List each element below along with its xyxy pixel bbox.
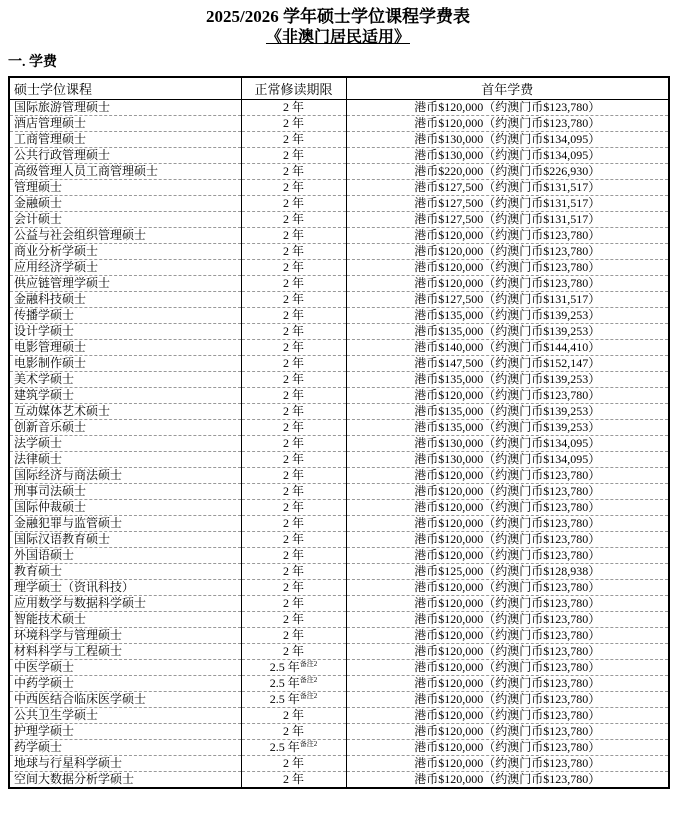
duration-cell: 2 年 bbox=[241, 148, 346, 164]
page-title: 2025/2026 学年硕士学位课程学费表 bbox=[206, 7, 470, 26]
duration-cell: 2 年 bbox=[241, 180, 346, 196]
program-name-cell: 刑事司法硕士 bbox=[9, 484, 241, 500]
duration-cell: 2 年 bbox=[241, 436, 346, 452]
duration-cell: 2 年 bbox=[241, 756, 346, 772]
duration-cell: 2 年 bbox=[241, 164, 346, 180]
duration-cell: 2.5 年$^{备注2}$ bbox=[241, 660, 346, 676]
duration-cell: 2 年 bbox=[241, 132, 346, 148]
first-year-fee-cell: 港币$140,000（约澳门币$144,410） bbox=[346, 340, 669, 356]
program-name-cell: 法学硕士 bbox=[9, 436, 241, 452]
first-year-fee-cell: 港币$120,000（约澳门币$123,780） bbox=[346, 580, 669, 596]
first-year-fee-cell: 港币$130,000（约澳门币$134,095） bbox=[346, 148, 669, 164]
table-row bbox=[9, 772, 669, 789]
program-name-cell: 电影制作硕士 bbox=[9, 356, 241, 372]
table-row bbox=[9, 244, 669, 260]
program-name-cell: 国际旅游管理硕士 bbox=[9, 100, 241, 116]
table-row bbox=[9, 628, 669, 644]
program-name-cell: 创新音乐硕士 bbox=[9, 420, 241, 436]
table-row bbox=[9, 564, 669, 580]
duration-cell: 2 年 bbox=[241, 244, 346, 260]
duration-cell: 2 年 bbox=[241, 116, 346, 132]
table-row bbox=[9, 356, 669, 372]
program-name-cell: 理学硕士（资讯科技） bbox=[9, 580, 241, 596]
table-header-row bbox=[9, 77, 669, 100]
column-header-first-year-fee: 首年学费 bbox=[346, 77, 669, 100]
program-name-cell: 公益与社会组织管理硕士 bbox=[9, 228, 241, 244]
program-name-cell: 供应链管理学硕士 bbox=[9, 276, 241, 292]
fee-table-body bbox=[9, 100, 669, 789]
table-row bbox=[9, 132, 669, 148]
duration-cell: 2 年 bbox=[241, 516, 346, 532]
table-row bbox=[9, 580, 669, 596]
duration-cell: 2 年 bbox=[241, 596, 346, 612]
duration-cell: 2 年 bbox=[241, 260, 346, 276]
first-year-fee-cell: 港币$120,000（约澳门币$123,780） bbox=[346, 756, 669, 772]
program-name-cell: 美术学硕士 bbox=[9, 372, 241, 388]
duration-cell: 2.5 年$^{备注2}$ bbox=[241, 692, 346, 708]
duration-cell: 2 年 bbox=[241, 708, 346, 724]
program-name-cell: 护理学硕士 bbox=[9, 724, 241, 740]
first-year-fee-cell: 港币$120,000（约澳门币$123,780） bbox=[346, 388, 669, 404]
first-year-fee-cell: 港币$120,000（约澳门币$123,780） bbox=[346, 724, 669, 740]
first-year-fee-cell: 港币$127,500（约澳门币$131,517） bbox=[346, 180, 669, 196]
program-name-cell: 应用数学与数据科学硕士 bbox=[9, 596, 241, 612]
tuition-fee-table bbox=[8, 76, 670, 789]
table-row bbox=[9, 484, 669, 500]
duration-cell: 2 年 bbox=[241, 452, 346, 468]
program-name-cell: 环境科学与管理硕士 bbox=[9, 628, 241, 644]
table-row bbox=[9, 340, 669, 356]
program-name-cell: 中医学硕士 bbox=[9, 660, 241, 676]
column-header-duration: 正常修读期限 bbox=[241, 77, 346, 100]
first-year-fee-cell: 港币$120,000（约澳门币$123,780） bbox=[346, 596, 669, 612]
table-row bbox=[9, 260, 669, 276]
table-row bbox=[9, 196, 669, 212]
program-name-cell: 商业分析学硕士 bbox=[9, 244, 241, 260]
table-row bbox=[9, 644, 669, 660]
duration-cell: 2 年 bbox=[241, 548, 346, 564]
first-year-fee-cell: 港币$120,000（约澳门币$123,780） bbox=[346, 532, 669, 548]
table-row bbox=[9, 612, 669, 628]
table-row bbox=[9, 116, 669, 132]
program-name-cell: 国际仲裁硕士 bbox=[9, 500, 241, 516]
duration-footnote-marker: 备注2 bbox=[299, 676, 318, 684]
program-name-cell: 智能技术硕士 bbox=[9, 612, 241, 628]
first-year-fee-cell: 港币$135,000（约澳门币$139,253） bbox=[346, 404, 669, 420]
program-name-cell: 互动媒体艺术硕士 bbox=[9, 404, 241, 420]
program-name-cell: 国际汉语教育硕士 bbox=[9, 532, 241, 548]
first-year-fee-cell: 港币$120,000（约澳门币$123,780） bbox=[346, 660, 669, 676]
duration-cell: 2 年 bbox=[241, 292, 346, 308]
table-row bbox=[9, 292, 669, 308]
program-name-cell: 管理硕士 bbox=[9, 180, 241, 196]
program-name-cell: 金融科技硕士 bbox=[9, 292, 241, 308]
column-header-program: 硕士学位课程 bbox=[9, 77, 241, 100]
table-row bbox=[9, 308, 669, 324]
duration-cell: 2 年 bbox=[241, 580, 346, 596]
program-name-cell: 金融犯罪与监管硕士 bbox=[9, 516, 241, 532]
program-name-cell: 建筑学硕士 bbox=[9, 388, 241, 404]
table-row bbox=[9, 532, 669, 548]
program-name-cell: 金融硕士 bbox=[9, 196, 241, 212]
duration-cell: 2 年 bbox=[241, 420, 346, 436]
duration-cell: 2 年 bbox=[241, 500, 346, 516]
program-name-cell: 应用经济学硕士 bbox=[9, 260, 241, 276]
first-year-fee-cell: 港币$120,000（约澳门币$123,780） bbox=[346, 228, 669, 244]
duration-cell: 2 年 bbox=[241, 212, 346, 228]
program-name-cell: 中西医结合临床医学硕士 bbox=[9, 692, 241, 708]
duration-cell: 2 年 bbox=[241, 100, 346, 116]
duration-cell: 2 年 bbox=[241, 724, 346, 740]
duration-footnote-marker: 备注2 bbox=[299, 740, 318, 748]
duration-cell: 2 年 bbox=[241, 564, 346, 580]
duration-cell: 2 年 bbox=[241, 372, 346, 388]
duration-footnote-marker: 备注2 bbox=[299, 660, 318, 668]
program-name-cell: 设计学硕士 bbox=[9, 324, 241, 340]
first-year-fee-cell: 港币$220,000（约澳门币$226,930） bbox=[346, 164, 669, 180]
table-row bbox=[9, 516, 669, 532]
duration-cell: 2.5 年$^{备注2}$ bbox=[241, 676, 346, 692]
first-year-fee-cell: 港币$120,000（约澳门币$123,780） bbox=[346, 276, 669, 292]
first-year-fee-cell: 港币$127,500（约澳门币$131,517） bbox=[346, 292, 669, 308]
program-name-cell: 工商管理硕士 bbox=[9, 132, 241, 148]
first-year-fee-cell: 港币$135,000（约澳门币$139,253） bbox=[346, 372, 669, 388]
program-name-cell: 传播学硕士 bbox=[9, 308, 241, 324]
table-row bbox=[9, 148, 669, 164]
program-name-cell: 高级管理人员工商管理硕士 bbox=[9, 164, 241, 180]
first-year-fee-cell: 港币$127,500（约澳门币$131,517） bbox=[346, 212, 669, 228]
program-name-cell: 地球与行星科学硕士 bbox=[9, 756, 241, 772]
first-year-fee-cell: 港币$130,000（约澳门币$134,095） bbox=[346, 452, 669, 468]
page-subtitle bbox=[0, 28, 676, 48]
program-name-cell: 会计硕士 bbox=[9, 212, 241, 228]
table-row bbox=[9, 324, 669, 340]
table-row bbox=[9, 692, 669, 708]
program-name-cell: 公共行政管理硕士 bbox=[9, 148, 241, 164]
first-year-fee-cell: 港币$120,000（约澳门币$123,780） bbox=[346, 708, 669, 724]
table-row bbox=[9, 740, 669, 756]
table-row bbox=[9, 228, 669, 244]
table-row bbox=[9, 756, 669, 772]
table-row bbox=[9, 548, 669, 564]
program-name-cell: 酒店管理硕士 bbox=[9, 116, 241, 132]
program-name-cell: 外国语硕士 bbox=[9, 548, 241, 564]
table-row bbox=[9, 388, 669, 404]
duration-cell: 2 年 bbox=[241, 228, 346, 244]
table-row bbox=[9, 420, 669, 436]
first-year-fee-cell: 港币$127,500（约澳门币$131,517） bbox=[346, 196, 669, 212]
first-year-fee-cell: 港币$130,000（约澳门币$134,095） bbox=[346, 436, 669, 452]
table-row bbox=[9, 164, 669, 180]
table-row bbox=[9, 452, 669, 468]
table-row bbox=[9, 100, 669, 116]
first-year-fee-cell: 港币$130,000（约澳门币$134,095） bbox=[346, 132, 669, 148]
first-year-fee-cell: 港币$135,000（约澳门币$139,253） bbox=[346, 420, 669, 436]
duration-cell: 2 年 bbox=[241, 628, 346, 644]
table-row bbox=[9, 436, 669, 452]
table-row bbox=[9, 500, 669, 516]
duration-cell: 2 年 bbox=[241, 404, 346, 420]
first-year-fee-cell: 港币$135,000（约澳门币$139,253） bbox=[346, 308, 669, 324]
first-year-fee-cell: 港币$120,000（约澳门币$123,780） bbox=[346, 260, 669, 276]
first-year-fee-cell: 港币$120,000（约澳门币$123,780） bbox=[346, 516, 669, 532]
first-year-fee-cell: 港币$120,000（约澳门币$123,780） bbox=[346, 644, 669, 660]
table-row bbox=[9, 468, 669, 484]
program-name-cell: 空间大数据分析学硕士 bbox=[9, 772, 241, 789]
first-year-fee-cell: 港币$120,000（约澳门币$123,780） bbox=[346, 676, 669, 692]
first-year-fee-cell: 港币$120,000（约澳门币$123,780） bbox=[346, 740, 669, 756]
first-year-fee-cell: 港币$120,000（约澳门币$123,780） bbox=[346, 468, 669, 484]
duration-footnote-marker: 备注2 bbox=[299, 692, 318, 700]
duration-cell: 2 年 bbox=[241, 308, 346, 324]
program-name-cell: 电影管理硕士 bbox=[9, 340, 241, 356]
table-row bbox=[9, 708, 669, 724]
program-name-cell: 药学硕士 bbox=[9, 740, 241, 756]
table-row bbox=[9, 404, 669, 420]
first-year-fee-cell: 港币$120,000（约澳门币$123,780） bbox=[346, 548, 669, 564]
program-name-cell: 教育硕士 bbox=[9, 564, 241, 580]
program-name-cell: 法律硕士 bbox=[9, 452, 241, 468]
first-year-fee-cell: 港币$120,000（约澳门币$123,780） bbox=[346, 484, 669, 500]
first-year-fee-cell: 港币$135,000（约澳门币$139,253） bbox=[346, 324, 669, 340]
first-year-fee-cell: 港币$120,000（约澳门币$123,780） bbox=[346, 116, 669, 132]
program-name-cell: 国际经济与商法硕士 bbox=[9, 468, 241, 484]
duration-cell: 2.5 年$^{备注2}$ bbox=[241, 740, 346, 756]
first-year-fee-cell: 港币$120,000（约澳门币$123,780） bbox=[346, 100, 669, 116]
first-year-fee-cell: 港币$120,000（约澳门币$123,780） bbox=[346, 628, 669, 644]
table-row bbox=[9, 676, 669, 692]
table-row bbox=[9, 596, 669, 612]
duration-cell: 2 年 bbox=[241, 484, 346, 500]
table-row bbox=[9, 724, 669, 740]
first-year-fee-cell: 港币$120,000（约澳门币$123,780） bbox=[346, 612, 669, 628]
duration-cell: 2 年 bbox=[241, 340, 346, 356]
duration-cell: 2 年 bbox=[241, 356, 346, 372]
first-year-fee-cell: 港币$147,500（约澳门币$152,147） bbox=[346, 356, 669, 372]
first-year-fee-cell: 港币$120,000（约澳门币$123,780） bbox=[346, 772, 669, 789]
table-row bbox=[9, 276, 669, 292]
duration-cell: 2 年 bbox=[241, 468, 346, 484]
program-name-cell: 公共卫生学硕士 bbox=[9, 708, 241, 724]
duration-cell: 2 年 bbox=[241, 276, 346, 292]
first-year-fee-cell: 港币$120,000（约澳门币$123,780） bbox=[346, 692, 669, 708]
section-heading-tuition: 一. 学费 bbox=[8, 55, 57, 70]
first-year-fee-cell: 港币$120,000（约澳门币$123,780） bbox=[346, 244, 669, 260]
duration-cell: 2 年 bbox=[241, 324, 346, 340]
duration-cell: 2 年 bbox=[241, 644, 346, 660]
first-year-fee-cell: 港币$125,000（约澳门币$128,938） bbox=[346, 564, 669, 580]
page-subtitle-text: 《非澳门居民适用》 bbox=[265, 29, 410, 46]
table-row bbox=[9, 660, 669, 676]
table-row bbox=[9, 180, 669, 196]
program-name-cell: 材料科学与工程硕士 bbox=[9, 644, 241, 660]
table-row bbox=[9, 212, 669, 228]
duration-cell: 2 年 bbox=[241, 196, 346, 212]
duration-cell: 2 年 bbox=[241, 388, 346, 404]
table-row bbox=[9, 372, 669, 388]
first-year-fee-cell: 港币$120,000（约澳门币$123,780） bbox=[346, 500, 669, 516]
duration-cell: 2 年 bbox=[241, 772, 346, 789]
program-name-cell: 中药学硕士 bbox=[9, 676, 241, 692]
duration-cell: 2 年 bbox=[241, 532, 346, 548]
duration-cell: 2 年 bbox=[241, 612, 346, 628]
